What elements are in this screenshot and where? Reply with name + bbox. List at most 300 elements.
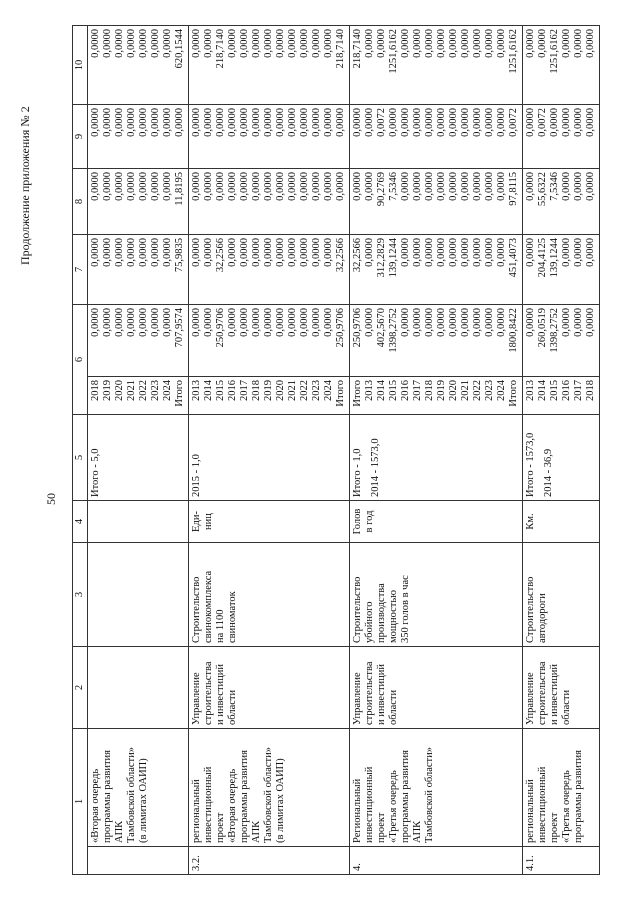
cell-line: 0,0000: [484, 172, 495, 201]
cell-line: 2013: [364, 380, 375, 401]
cell-line: 0,0000: [323, 172, 334, 201]
cell-line: 2019: [436, 380, 447, 401]
cell-line: 2024: [162, 380, 173, 401]
cell-line: 0,0000: [263, 108, 274, 137]
cell-line: 7,5346: [388, 172, 399, 201]
cell-line: 1251,6162: [508, 29, 519, 74]
cell-line: 0,0000: [436, 172, 447, 201]
cell-line: 97,8115: [508, 172, 519, 206]
cell-line: 0,0000: [525, 172, 536, 201]
construction-object: [88, 543, 189, 647]
cell-line: программы развития: [239, 750, 250, 843]
cell-line: 451,4073: [508, 238, 519, 278]
cell-line: 0,0000: [573, 308, 584, 337]
cell-line: 0,0000: [239, 238, 250, 267]
cell-line: Итого: [335, 380, 346, 407]
cell-line: 0,0000: [412, 108, 423, 137]
cell-line: 0,0000: [138, 108, 149, 137]
unit-of-measure: [189, 501, 350, 543]
value-c7: [523, 235, 600, 305]
cell-line: 0,0000: [472, 29, 483, 58]
row-number: 4.: [350, 847, 523, 875]
cell-line: 218,7140: [352, 29, 363, 69]
cell-line: 0,0072: [376, 108, 387, 137]
table-row: [88, 26, 189, 875]
cell-line: 0,0000: [203, 29, 214, 58]
cell-line: 90,2769: [376, 172, 387, 207]
cell-line: 0,0000: [448, 29, 459, 58]
cell-line: 2014: [537, 380, 548, 401]
cell-line: 0,0000: [203, 108, 214, 137]
cell-line: 0,0000: [472, 238, 483, 267]
cell-line: 0,0000: [150, 238, 161, 267]
cell-line: 0,0000: [585, 172, 596, 201]
cell-line: 32,2566: [352, 238, 363, 273]
cell-line: 0,0000: [484, 29, 495, 58]
cell-line: 0,0000: [126, 108, 137, 137]
cell-line: 0,0000: [412, 29, 423, 58]
cell-line: строительства: [537, 661, 548, 725]
cell-line: 0,0000: [138, 238, 149, 267]
cell-line: 0,0000: [436, 308, 447, 337]
cell-line: 0,0000: [573, 108, 584, 137]
cell-line: 0,0000: [90, 172, 101, 201]
row-number: [88, 847, 189, 875]
construction-object: [523, 543, 600, 647]
cell-line: 0,0000: [412, 238, 423, 267]
cell-line: 0,0000: [364, 29, 375, 58]
cell-line: 0,0000: [412, 308, 423, 337]
column-number-row: [73, 26, 88, 875]
cell-line: области: [227, 689, 238, 725]
cell-line: 2021: [460, 380, 471, 401]
capacity: [350, 415, 523, 501]
unit-of-measure: [350, 501, 523, 543]
page-number: 50: [44, 493, 58, 505]
cell-line: 0,0000: [424, 172, 435, 201]
cell-line: 0,0000: [203, 308, 214, 337]
cell-line: 0,0000: [496, 29, 507, 58]
cell-line: 0,0000: [174, 108, 185, 137]
cell-line: 1800,8422: [508, 308, 519, 353]
cell-line: 0,0000: [364, 308, 375, 337]
cell-line: 2018: [90, 380, 101, 401]
cell-line: 32,2566: [335, 238, 346, 273]
cell-line: 2017: [412, 380, 423, 401]
value-c6: [189, 305, 350, 377]
cell-line: 0,0000: [323, 308, 334, 337]
cell-line: и инвестиций: [215, 663, 226, 725]
cell-line: 0,0000: [352, 172, 363, 201]
cell-line: 707,9574: [174, 308, 185, 348]
unit-of-measure: [523, 501, 600, 543]
cell-line: 0,0000: [150, 308, 161, 337]
cell-line: 0,0000: [162, 108, 173, 137]
cell-line: 2018: [424, 380, 435, 401]
cell-line: 0,0000: [525, 29, 536, 58]
cell-line: 2017: [239, 380, 250, 401]
cell-line: 0,0000: [114, 238, 125, 267]
cell-line: 2023: [311, 380, 322, 401]
cell-line: 0,0000: [251, 29, 262, 58]
column-number-9: 9: [73, 105, 88, 169]
capacity-year: 2014 - 1573,0: [370, 438, 381, 497]
value-c6: [350, 305, 523, 377]
cell-line: 0,0000: [388, 108, 399, 137]
cell-line: 0,0000: [162, 29, 173, 58]
cell-line: 0,0000: [239, 29, 250, 58]
cell-line: в год: [364, 510, 375, 533]
cell-line: 2022: [138, 380, 149, 401]
cell-line: 7,5346: [549, 172, 560, 201]
cell-line: 0,0000: [191, 108, 202, 137]
cell-line: производства: [376, 583, 387, 643]
cell-line: 0,0000: [460, 108, 471, 137]
cell-line: 0,0000: [263, 172, 274, 201]
cell-line: 218,7140: [335, 29, 346, 69]
cell-line: 0,0000: [138, 172, 149, 201]
cell-line: 0,0000: [203, 172, 214, 201]
cell-line: АПК: [251, 820, 262, 843]
cell-line: 0,0000: [102, 308, 113, 337]
cell-line: 0,0000: [311, 172, 322, 201]
cell-line: 0,0000: [114, 108, 125, 137]
cell-line: 0,0000: [102, 238, 113, 267]
cell-line: 0,0000: [90, 29, 101, 58]
cell-line: 1398,2752: [549, 308, 560, 353]
cell-line: 0,0000: [323, 108, 334, 137]
value-c7: [88, 235, 189, 305]
cell-line: 350 голов в час: [400, 575, 411, 643]
cell-line: инвестиционный: [537, 766, 548, 843]
cell-line: 0,0000: [484, 108, 495, 137]
cell-line: 0,0000: [239, 308, 250, 337]
cell-line: 0,0000: [448, 108, 459, 137]
cell-line: 0,0000: [215, 172, 226, 201]
cell-line: 0,0000: [496, 172, 507, 201]
cell-line: 2019: [102, 380, 113, 401]
cell-line: 204,4125: [537, 238, 548, 278]
cell-line: 2014: [203, 380, 214, 401]
cell-line: 0,0000: [251, 308, 262, 337]
cell-line: Км.: [525, 513, 536, 530]
cell-line: программы развития: [400, 750, 411, 843]
cell-line: 0,0000: [138, 29, 149, 58]
cell-line: убойного: [364, 601, 375, 643]
cell-line: Итого: [174, 380, 185, 407]
cell-line: 0,0000: [114, 29, 125, 58]
cell-line: 0,0000: [585, 108, 596, 137]
value-c6: [88, 305, 189, 377]
cell-line: 0,0000: [460, 172, 471, 201]
project-name: [350, 729, 523, 847]
budget-table: [72, 25, 600, 875]
cell-line: 0,0000: [537, 29, 548, 58]
cell-line: автодороги: [537, 593, 548, 643]
cell-line: 0,0000: [484, 308, 495, 337]
cell-line: 0,0000: [460, 29, 471, 58]
cell-line: 0,0000: [561, 308, 572, 337]
value-c8: [523, 169, 600, 235]
table-row: [189, 26, 350, 875]
cell-line: 0,0000: [424, 308, 435, 337]
cell-line: 0,0000: [138, 308, 149, 337]
cell-line: 250,9706: [335, 308, 346, 348]
cell-line: 0,0000: [496, 308, 507, 337]
value-c9: [189, 105, 350, 169]
cell-line: программы развития: [102, 750, 113, 843]
cell-line: 0,0000: [287, 308, 298, 337]
column-number-5: 5: [73, 415, 88, 501]
cell-line: 0,0000: [287, 29, 298, 58]
capacity-total: Итого - 1573,0: [525, 432, 536, 497]
cell-line: 0,0000: [227, 308, 238, 337]
cell-line: 0,0000: [412, 172, 423, 201]
cell-line: 0,0000: [191, 308, 202, 337]
cell-line: 218,7140: [215, 29, 226, 69]
cell-line: 0,0000: [585, 238, 596, 267]
cell-line: проект: [549, 812, 560, 843]
cell-line: 0,0000: [114, 308, 125, 337]
cell-line: 2018: [585, 380, 596, 401]
cell-line: 0,0000: [263, 308, 274, 337]
cell-line: 0,0000: [287, 238, 298, 267]
cell-line: (в лимитах ОАИП): [275, 758, 286, 843]
cell-line: 250,9706: [352, 308, 363, 348]
cell-line: 0,0000: [335, 108, 346, 137]
cell-line: 0,0000: [400, 29, 411, 58]
cell-line: 0,0000: [239, 108, 250, 137]
cell-line: 2022: [299, 380, 310, 401]
cell-line: ниц: [203, 513, 214, 530]
project-name: [523, 729, 600, 847]
table-row: [523, 26, 600, 875]
cell-line: 0,0000: [227, 172, 238, 201]
cell-line: 0,0000: [561, 238, 572, 267]
cell-line: программы развития: [573, 750, 584, 843]
cell-line: и инвестиций: [549, 663, 560, 725]
cell-line: проект: [215, 812, 226, 843]
unit-of-measure: [88, 501, 189, 543]
cell-line: Управление: [191, 672, 202, 725]
column-number-2: 2: [73, 647, 88, 729]
cell-line: 0,0000: [496, 238, 507, 267]
cell-line: 2020: [275, 380, 286, 401]
cell-line: 55,6322: [537, 172, 548, 207]
column-number-4: 4: [73, 501, 88, 543]
project-name: [88, 729, 189, 847]
cell-line: 0,0000: [585, 29, 596, 58]
cell-line: 2015: [215, 380, 226, 401]
cell-line: 260,0519: [537, 308, 548, 348]
cell-line: 0,0000: [299, 29, 310, 58]
cell-line: 0,0000: [561, 29, 572, 58]
capacity: [189, 415, 350, 501]
cell-line: 0,0000: [126, 172, 137, 201]
cell-line: 0,0000: [311, 238, 322, 267]
cell-line: 2017: [573, 380, 584, 401]
value-c8: [350, 169, 523, 235]
cell-line: 0,0000: [525, 108, 536, 137]
cell-line: 0,0000: [90, 238, 101, 267]
cell-line: 0,0000: [162, 238, 173, 267]
capacity: [523, 415, 600, 501]
capacity-year: 2014 - 36,9: [543, 448, 554, 497]
value-c10: [523, 26, 600, 105]
cell-line: Голов: [352, 508, 363, 535]
cell-line: 0,0000: [299, 172, 310, 201]
value-c8: [88, 169, 189, 235]
cell-line: региональный: [525, 779, 536, 843]
cell-line: свиноматок: [227, 591, 238, 643]
column-number-3: 3: [73, 543, 88, 647]
cell-line: 0,0000: [525, 238, 536, 267]
cell-line: 0,0000: [460, 308, 471, 337]
cell-line: 0,0000: [352, 108, 363, 137]
cell-line: 0,0000: [472, 172, 483, 201]
cell-line: 0,0000: [251, 108, 262, 137]
cell-line: 0,0000: [311, 108, 322, 137]
cell-line: Тамбовской области»: [424, 746, 435, 843]
cell-line: мощностью: [388, 590, 399, 643]
cell-line: 0,0000: [400, 308, 411, 337]
cell-line: 2016: [227, 380, 238, 401]
year-column: [88, 377, 189, 415]
cell-line: 2019: [263, 380, 274, 401]
table-body: [73, 26, 600, 875]
responsible-agency: [523, 647, 600, 729]
cell-line: Строительство: [191, 576, 202, 643]
column-number-1: 1: [73, 729, 88, 875]
cell-line: 402,5670: [376, 308, 387, 348]
construction-object: [350, 543, 523, 647]
cell-line: Управление: [525, 672, 536, 725]
cell-line: 0,0000: [376, 29, 387, 58]
cell-line: 2021: [126, 380, 137, 401]
value-c10: [88, 26, 189, 105]
cell-line: Тамбовской области»: [263, 746, 274, 843]
cell-line: 2015: [388, 380, 399, 401]
cell-line: 0,0000: [102, 108, 113, 137]
cell-line: 2023: [150, 380, 161, 401]
cell-line: 0,0000: [150, 172, 161, 201]
appendix-caption: Продолжение приложения № 2: [18, 106, 32, 265]
cell-line: 0,0000: [364, 108, 375, 137]
cell-line: 0,0000: [299, 308, 310, 337]
cell-line: «Третья очередь: [561, 770, 572, 843]
cell-line: 2024: [496, 380, 507, 401]
cell-line: на 1100: [215, 609, 226, 643]
cell-line: региональный: [191, 779, 202, 843]
project-name: [189, 729, 350, 847]
cell-line: АПК: [412, 820, 423, 843]
year-column: [523, 377, 600, 415]
cell-line: 0,0000: [472, 308, 483, 337]
responsible-agency: [350, 647, 523, 729]
cell-line: 2013: [525, 380, 536, 401]
cell-line: 0,0000: [275, 238, 286, 267]
cell-line: 0,0000: [126, 29, 137, 58]
value-c10: [350, 26, 523, 105]
value-c8: [189, 169, 350, 235]
cell-line: 0,0000: [102, 29, 113, 58]
cell-line: 0,0000: [251, 238, 262, 267]
cell-line: 0,0000: [150, 29, 161, 58]
cell-line: 620,1544: [174, 29, 185, 69]
cell-line: 0,0000: [287, 108, 298, 137]
cell-line: (в лимитах ОАИП): [138, 758, 149, 843]
cell-line: 0,0000: [484, 238, 495, 267]
cell-line: 0,0000: [275, 108, 286, 137]
cell-line: 0,0000: [400, 238, 411, 267]
capacity: [88, 415, 189, 501]
cell-line: строительства: [203, 661, 214, 725]
cell-line: Еди-: [191, 511, 202, 532]
row-number: 3.2.: [189, 847, 350, 875]
cell-line: 2018: [251, 380, 262, 401]
cell-line: 75,9835: [174, 238, 185, 273]
cell-line: Итого: [508, 380, 519, 407]
cell-line: 0,0000: [275, 29, 286, 58]
cell-line: 0,0000: [448, 308, 459, 337]
cell-line: 2024: [323, 380, 334, 401]
cell-line: 2022: [472, 380, 483, 401]
cell-line: 0,0000: [287, 172, 298, 201]
cell-line: 0,0000: [263, 238, 274, 267]
cell-line: 0,0000: [126, 238, 137, 267]
cell-line: 0,0000: [311, 29, 322, 58]
column-number-10: 10: [73, 26, 88, 105]
cell-line: 0,0000: [561, 108, 572, 137]
year-column: [189, 377, 350, 415]
cell-line: 0,0000: [472, 108, 483, 137]
cell-line: 0,0000: [90, 308, 101, 337]
cell-line: 2016: [561, 380, 572, 401]
cell-line: 0,0000: [227, 29, 238, 58]
cell-line: проект: [376, 812, 387, 843]
capacity-total: 2015 - 1,0: [191, 454, 202, 497]
value-c6: [523, 305, 600, 377]
cell-line: 312,2829: [376, 238, 387, 278]
column-number-8: 8: [73, 169, 88, 235]
cell-line: 0,0000: [203, 238, 214, 267]
cell-line: 0,0000: [436, 29, 447, 58]
cell-line: Региональный: [352, 778, 363, 843]
table-row: [350, 26, 523, 875]
cell-line: 0,0000: [424, 108, 435, 137]
cell-line: области: [561, 689, 572, 725]
cell-line: 0,0000: [561, 172, 572, 201]
cell-line: 0,0000: [150, 108, 161, 137]
cell-line: 2015: [549, 380, 560, 401]
cell-line: 250,9706: [215, 308, 226, 348]
cell-line: 0,0000: [311, 308, 322, 337]
cell-line: 2014: [376, 380, 387, 401]
cell-line: 0,0000: [525, 308, 536, 337]
cell-line: 2016: [400, 380, 411, 401]
cell-line: Строительство: [525, 576, 536, 643]
cell-line: «Третья очередь: [388, 770, 399, 843]
cell-line: АПК: [114, 820, 125, 843]
cell-line: Итого: [352, 380, 363, 407]
cell-line: 139,1244: [388, 238, 399, 278]
cell-line: Тамбовской области»: [126, 746, 137, 843]
cell-line: 0,0000: [448, 172, 459, 201]
cell-line: 0,0000: [275, 308, 286, 337]
cell-line: 0,0000: [275, 172, 286, 201]
cell-line: 0,0000: [323, 238, 334, 267]
cell-line: 0,0000: [126, 308, 137, 337]
